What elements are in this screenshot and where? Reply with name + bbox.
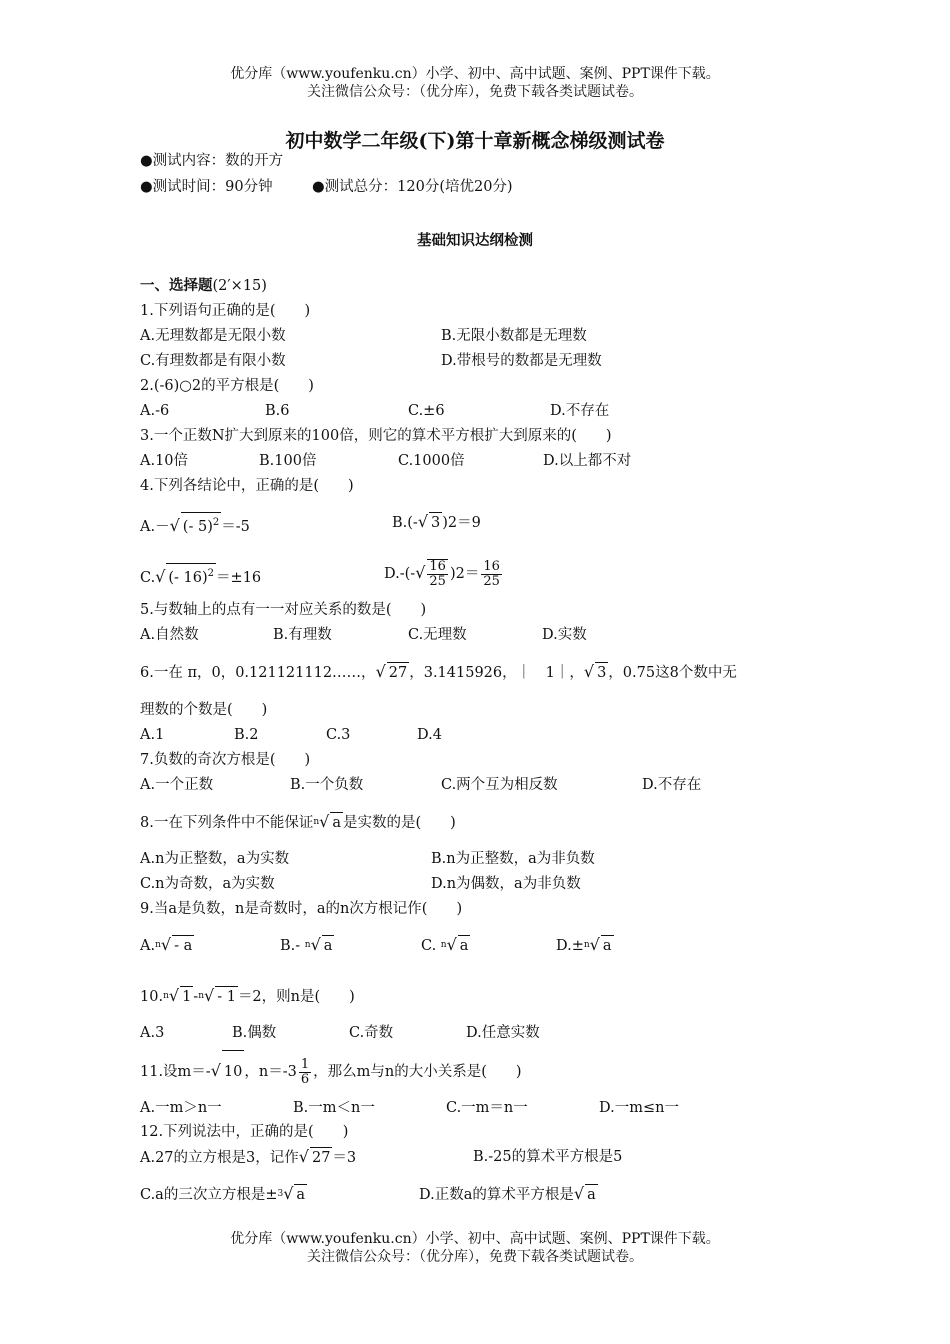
- q9-d-radicand: a: [601, 935, 614, 956]
- q9-b-prefix: B.-: [280, 938, 305, 954]
- test-score: ●测试总分：120分(培优20分): [312, 179, 513, 195]
- q2-option-d: D.不存在: [550, 403, 610, 419]
- part1-label: 一、选择题: [140, 277, 213, 294]
- q4-option-d: D.-(-√ $\frac{16}{25}$ )2＝ $\frac{16}{25}$: [384, 558, 500, 589]
- section-title: 基础知识达纲检测: [417, 232, 533, 249]
- q11-prefix: 11.设m＝-: [140, 1064, 211, 1080]
- q12-d-prefix: D.正数a的算术平方根是: [419, 1187, 574, 1203]
- q11-option-a: A.一m＞n一: [140, 1100, 222, 1116]
- q4-a-suffix: ＝-5: [221, 518, 250, 535]
- header-line-1: 优分库（www.youfenku.cn）小学、初中、高中试题、案例、PPT课件下载。: [230, 66, 720, 82]
- q4-a-radicand-text: (- 5): [182, 518, 213, 535]
- q4-d-prefix: D.-(-: [384, 566, 416, 582]
- header-line-2: 关注微信公众号：（优分库），免费下载各类试题试卷。: [307, 84, 643, 100]
- q4-a-prefix: A.－: [140, 518, 170, 535]
- part1-points: (2′×15): [212, 278, 267, 294]
- q8-radicand: a: [330, 812, 343, 833]
- q4-d-numerator: 16: [429, 559, 446, 574]
- q3-option-c: C.1000倍: [398, 453, 465, 469]
- q4-d-middle: )2＝: [449, 566, 480, 582]
- q12-option-b: B.-25的算术平方根是5: [473, 1149, 623, 1165]
- q10-stem: 10.$^n$√ 1 -$^n$√ - 1 ＝2，则n是( ): [140, 986, 355, 1005]
- q9-b-index: n: [304, 940, 311, 950]
- q1-stem: 1.下列语句正确的是( ): [140, 303, 311, 319]
- q3-stem: 3.一个正数N扩大到原来的100倍，则它的算术平方根扩大到原来的( ): [140, 428, 612, 444]
- q6-option-c: C.3: [326, 727, 351, 743]
- q11-option-c: C.一m＝n一: [446, 1100, 528, 1116]
- q11-option-d: D.一m≤n一: [599, 1100, 679, 1116]
- q9-c-prefix: C.: [421, 938, 441, 954]
- q10-suffix: ＝2，则n是( ): [237, 989, 355, 1005]
- q7-stem: 7.负数的奇次方根是( ): [140, 752, 311, 768]
- q4-c-prefix: C.: [140, 569, 156, 586]
- q10-minus: -: [193, 989, 199, 1005]
- q10-index-2: n: [198, 991, 204, 1001]
- q8-prefix: 8.一在下列条件中不能保证: [140, 815, 314, 831]
- q9-c-index: n: [440, 940, 447, 950]
- footer-line-2: 关注微信公众号：（优分库），免费下载各类试题试卷。: [307, 1249, 643, 1265]
- q12-stem: 12.下列说法中，正确的是( ): [140, 1124, 349, 1140]
- q6-middle-2: ，0.: [608, 665, 637, 681]
- q1-option-b: B.无限小数都是无理数: [441, 328, 587, 344]
- q6-suffix: 这8个数中无: [655, 665, 737, 681]
- q4-b-radicand: 3: [429, 512, 442, 533]
- part1-heading: [140, 276, 267, 296]
- q6-prefix: 6.一在 π，0，0.121121112……，: [140, 665, 376, 681]
- q4-stem: 4.下列各结论中，正确的是( ): [140, 478, 354, 494]
- q10-option-a: A.3: [140, 1025, 165, 1041]
- q4-a-exponent: 2: [212, 517, 220, 528]
- q6-repeating: 75: [636, 665, 656, 681]
- q12-option-c: C.a的三次立方根是±$^3$√ a: [140, 1184, 306, 1203]
- q11-suffix: ，那么m与n的大小关系是( ): [313, 1064, 522, 1080]
- q11-option-b: B.一m＜n一: [293, 1100, 375, 1116]
- q9-a-index: n: [155, 940, 161, 950]
- q10-option-b: B.偶数: [232, 1025, 277, 1041]
- q11-middle: ，n＝-3: [244, 1064, 297, 1080]
- q9-d-prefix: D.±: [556, 938, 584, 954]
- q9-b-radicand: a: [322, 935, 335, 956]
- q4-c-suffix: ＝±16: [216, 569, 262, 586]
- q8-option-a: A.n为正整数，a为实数: [140, 851, 290, 867]
- q3-option-a: A.10倍: [140, 453, 189, 469]
- q2-option-c: C.±6: [408, 403, 445, 419]
- q4-option-c: C.√ (- 16)$^2$ ＝±16: [140, 563, 261, 588]
- q10-index-1: n: [163, 991, 169, 1001]
- q9-option-d: D.±$^n$√ a: [556, 935, 612, 954]
- q12-d-radicand: a: [585, 1184, 598, 1205]
- q8-suffix: 是实数的是( ): [343, 815, 456, 831]
- q12-c-prefix: C.a的三次立方根是±: [140, 1187, 278, 1203]
- q6-option-a: A.1: [140, 727, 165, 743]
- q6-option-d: D.4: [417, 727, 442, 743]
- q2-option-b: B.6: [265, 403, 290, 419]
- q4-c-radicand-text: (- 16): [168, 569, 208, 586]
- q7-option-d: D.不存在: [642, 777, 702, 793]
- q8-option-d: D.n为偶数，a为非负数: [431, 876, 581, 892]
- q12-a-suffix: ＝3: [332, 1150, 357, 1166]
- q5-option-a: A.自然数: [140, 627, 199, 643]
- q12-c-index: 3: [277, 1189, 284, 1199]
- q11-numerator: 1: [300, 1056, 310, 1072]
- q3-option-d: D.以上都不对: [543, 453, 632, 469]
- q8-option-b: B.n为正整数，a为非负数: [431, 851, 595, 867]
- q6-radicand-2: 3: [595, 662, 608, 683]
- q10-prefix: 10.: [140, 989, 164, 1005]
- q9-stem: 9.当a是负数，n是奇数时，a的n次方根记作( ): [140, 901, 463, 917]
- q9-option-c: C. $^n$√ a: [421, 935, 469, 954]
- q6-radicand-1: 27: [387, 662, 409, 683]
- q4-d-result-denominator: 25: [483, 573, 500, 589]
- q10-option-c: C.奇数: [349, 1025, 394, 1041]
- q12-option-d: D.正数a的算术平方根是√ a: [419, 1184, 596, 1203]
- q10-radicand-1: 1: [180, 986, 193, 1007]
- q4-b-suffix: )2＝9: [442, 515, 481, 531]
- q7-option-b: B.一个负数: [290, 777, 364, 793]
- test-content: ●测试内容：数的开方: [140, 153, 284, 169]
- q1-option-d: D.带根号的数都是无理数: [441, 353, 602, 369]
- q10-option-d: D.任意实数: [466, 1025, 540, 1041]
- q9-a-radicand: - a: [172, 935, 194, 956]
- q4-b-prefix: B.(-: [392, 515, 418, 531]
- footer-line-1: 优分库（www.youfenku.cn）小学、初中、高中试题、案例、PPT课件下载。: [230, 1231, 720, 1247]
- q11-denominator: 6: [300, 1071, 310, 1087]
- q1-option-a: A.无理数都是无限小数: [140, 328, 286, 344]
- q6-option-b: B.2: [234, 727, 259, 743]
- q4-option-a: A.－√ (- 5)$^2$ ＝-5: [140, 512, 250, 537]
- q7-option-a: A.一个正数: [140, 777, 214, 793]
- q4-d-result-numerator: 16: [483, 558, 500, 574]
- q7-option-c: C.两个互为相反数: [441, 777, 558, 793]
- q4-option-b: B.(-√ 3 )2＝9: [392, 512, 481, 531]
- q8-stem: 8.一在下列条件中不能保证$^n$√ a 是实数的是( ): [140, 812, 456, 831]
- q5-stem: 5.与数轴上的点有一一对应关系的数是( ): [140, 602, 427, 618]
- page-title: 初中数学二年级(下)第十章新概念梯级测试卷: [285, 130, 665, 152]
- q6-middle: ，3.1415926，｜ 1｜，: [409, 665, 584, 681]
- q12-a-prefix: A.27的立方根是3，记作: [140, 1150, 299, 1166]
- q2-stem: 2.(-6)○2的平方根是( ): [140, 378, 314, 394]
- q4-d-denominator: 25: [429, 574, 446, 589]
- q9-d-index: n: [583, 940, 590, 950]
- q9-option-b: B.- $^n$√ a: [280, 935, 333, 954]
- q5-option-b: B.有理数: [273, 627, 332, 643]
- q6-stem-line1: 6.一在 π，0，0.121121112……，√ 27 ，3.1415926，｜ 1｜，√ 3 ，0.75这8个数中无: [140, 662, 737, 681]
- q2-option-a: A.-6: [140, 403, 170, 419]
- q4-c-radicand: [166, 563, 216, 588]
- q9-c-radicand: a: [458, 935, 471, 956]
- q11-stem: 11.设m＝-√ 10 ，n＝-3 $\frac{1}{6}$ ，那么m与n的大小关系是( ): [140, 1050, 522, 1093]
- q11-radicand: 10: [222, 1050, 244, 1093]
- q12-c-radicand: a: [294, 1184, 307, 1205]
- q3-option-b: B.100倍: [259, 453, 317, 469]
- q5-option-c: C.无理数: [408, 627, 467, 643]
- q10-radicand-2: - 1: [215, 986, 238, 1007]
- q4-a-radicand: [181, 512, 221, 537]
- q12-a-radicand: 27: [310, 1147, 332, 1168]
- q1-option-c: C.有理数都是有限小数: [140, 353, 286, 369]
- q12-option-a: A.27的立方根是3，记作√ 27 ＝3: [140, 1147, 357, 1166]
- q8-option-c: C.n为奇数，a为实数: [140, 876, 275, 892]
- q6-stem-line2: 理数的个数是( ): [140, 702, 268, 718]
- q9-a-prefix: A.: [140, 938, 156, 954]
- q8-root-index: n: [313, 817, 320, 827]
- q5-option-d: D.实数: [542, 627, 587, 643]
- q9-option-a: A.$^n$√ - a: [140, 935, 193, 954]
- q4-c-exponent: 2: [207, 568, 215, 579]
- test-time: ●测试时间：90分钟: [140, 179, 273, 195]
